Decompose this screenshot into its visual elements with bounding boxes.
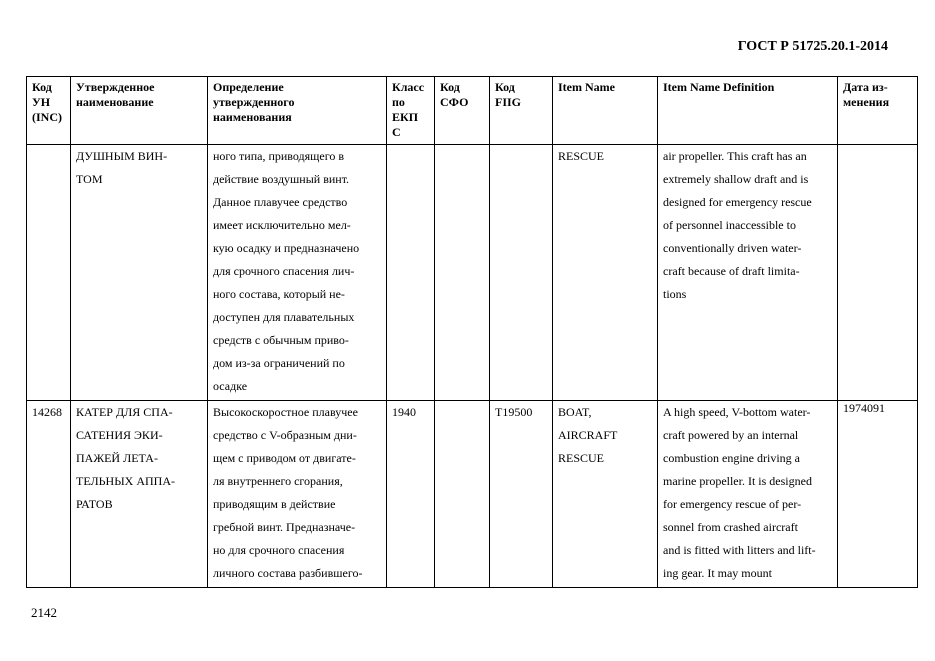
cell-text-line: of personnel inaccessible to bbox=[663, 218, 796, 232]
cell-text-line: ТОМ bbox=[76, 172, 103, 186]
cell-definition bbox=[208, 145, 387, 401]
cell-text-line: гребной винт. Предназначе- bbox=[213, 520, 356, 534]
cell-text-line: доступен для плавательных bbox=[213, 310, 355, 324]
header-sfo-code bbox=[435, 77, 490, 145]
cell-text-line: действие воздушный винт. bbox=[213, 172, 350, 186]
cell-text-line: осадке bbox=[213, 379, 248, 393]
cell-text-line: Определение bbox=[213, 80, 284, 94]
cell-text-line: приводящим в действие bbox=[213, 497, 336, 511]
header-inc bbox=[27, 77, 71, 145]
gost-table bbox=[26, 76, 918, 588]
cell-text-line: tions bbox=[663, 287, 687, 301]
cell-approved-name bbox=[71, 145, 208, 401]
cell-text-line: A high speed, V-bottom water- bbox=[663, 405, 811, 419]
cell-text-line: для срочного спасения лич- bbox=[213, 264, 355, 278]
cell-text-line: extremely shallow draft and is bbox=[663, 172, 809, 186]
cell-item-definition bbox=[658, 401, 838, 588]
cell-text-line: средство с V-образным дни- bbox=[213, 428, 357, 442]
cell-item-name bbox=[553, 401, 658, 588]
cell-text-line: наименование bbox=[76, 95, 154, 109]
cell-text-line: combustion engine driving a bbox=[663, 451, 800, 465]
cell-class bbox=[387, 401, 435, 588]
cell-text-line: Item Name bbox=[558, 80, 615, 94]
cell-text-line: Код bbox=[495, 80, 515, 94]
cell-text-line: ПАЖЕЙ ЛЕТА- bbox=[76, 451, 158, 465]
cell-text-line: щем с приводом от двигате- bbox=[213, 451, 356, 465]
cell-sfo bbox=[435, 145, 490, 401]
cell-approved-name bbox=[71, 401, 208, 588]
cell-text-line: for emergency rescue of per- bbox=[663, 497, 802, 511]
cell-text-line: RESCUE bbox=[558, 451, 605, 465]
cell-text-line: 1974091 bbox=[843, 401, 885, 415]
cell-text-line: РАТОВ bbox=[76, 497, 113, 511]
cell-text-line: ТЕЛЬНЫХ АППА- bbox=[76, 474, 175, 488]
cell-text-line: менения bbox=[843, 95, 890, 109]
cell-text-line: СФО bbox=[440, 95, 469, 109]
cell-fiig bbox=[490, 145, 553, 401]
cell-text-line: но для срочного спасения bbox=[213, 543, 345, 557]
cell-inc bbox=[27, 145, 71, 401]
cell-text-line: and is fitted with litters and lift- bbox=[663, 543, 816, 557]
cell-text-line: T19500 bbox=[495, 405, 533, 419]
cell-text-line: designed for emergency rescue bbox=[663, 195, 812, 209]
header-change-date bbox=[838, 77, 918, 145]
cell-text-line: FIIG bbox=[495, 95, 522, 109]
cell-fiig bbox=[490, 401, 553, 588]
cell-text-line: кую осадку и предназначено bbox=[213, 241, 360, 255]
cell-text-line: личного состава разбившего- bbox=[213, 566, 363, 580]
cell-text-line: УН bbox=[32, 95, 51, 109]
cell-text-line: craft powered by an internal bbox=[663, 428, 799, 442]
cell-text-line: air propeller. This craft has an bbox=[663, 149, 807, 163]
cell-text-line: Дата из- bbox=[843, 80, 888, 94]
page-number: 2142 bbox=[31, 605, 57, 620]
cell-change-date bbox=[838, 145, 918, 401]
cell-definition bbox=[208, 401, 387, 588]
cell-text-line: conventionally driven water- bbox=[663, 241, 802, 255]
cell-item-name bbox=[553, 145, 658, 401]
cell-text-line: Item Name Definition bbox=[663, 80, 775, 94]
header-definition bbox=[208, 77, 387, 145]
cell-text-line: sonnel from crashed aircraft bbox=[663, 520, 798, 534]
cell-text-line: САТЕНИЯ ЭКИ- bbox=[76, 428, 163, 442]
cell-text-line: КАТЕР ДЛЯ СПА- bbox=[76, 405, 173, 419]
cell-text-line: Утвержденное bbox=[76, 80, 155, 94]
header-fiig-code bbox=[490, 77, 553, 145]
cell-text-line: 1940 bbox=[392, 405, 416, 419]
cell-text-line: ля внутреннего сгорания, bbox=[213, 474, 343, 488]
cell-class bbox=[387, 145, 435, 401]
cell-text-line: BOAT, bbox=[558, 405, 592, 419]
cell-text-line: имеет исключительно мел- bbox=[213, 218, 351, 232]
cell-text-line: RESCUE bbox=[558, 149, 605, 163]
cell-text-line: Данное плавучее средство bbox=[213, 195, 348, 209]
cell-text-line: дом из-за ограничений по bbox=[213, 356, 345, 370]
cell-text-line: craft because of draft limita- bbox=[663, 264, 800, 278]
cell-sfo bbox=[435, 401, 490, 588]
table-row bbox=[27, 145, 918, 401]
document-header: ГОСТ Р 51725.20.1-2014 bbox=[737, 39, 888, 54]
cell-change-date bbox=[838, 401, 918, 588]
cell-text-line: ing gear. It may mount bbox=[663, 566, 772, 580]
cell-text-line: (INC) bbox=[32, 110, 62, 124]
table-header-row bbox=[27, 77, 918, 145]
cell-item-definition bbox=[658, 145, 838, 401]
cell-text-line: средств с обычным приво- bbox=[213, 333, 349, 347]
cell-inc bbox=[27, 401, 71, 588]
cell-text-line: Высокоскоростное плавучее bbox=[213, 405, 358, 419]
cell-text-line: ДУШНЫМ ВИН- bbox=[76, 149, 168, 163]
header-item-name bbox=[553, 77, 658, 145]
cell-text-line: AIRCRAFT bbox=[558, 428, 618, 442]
cell-text-line: по bbox=[392, 95, 405, 109]
cell-text-line: Класс bbox=[392, 80, 425, 94]
cell-text-line: наименования bbox=[213, 110, 292, 124]
cell-text-line: ного типа, приводящего в bbox=[213, 149, 345, 163]
cell-text-line: Код bbox=[440, 80, 460, 94]
header-item-name-definition bbox=[658, 77, 838, 145]
header-approved-name bbox=[71, 77, 208, 145]
cell-text-line: ного состава, который не- bbox=[213, 287, 345, 301]
cell-text-line: С bbox=[392, 125, 401, 139]
cell-text-line: ЕКП bbox=[392, 110, 419, 124]
table-row bbox=[27, 401, 918, 588]
cell-text-line: утвержденного bbox=[213, 95, 295, 109]
cell-text-line: marine propeller. It is designed bbox=[663, 474, 812, 488]
cell-text-line: Код bbox=[32, 80, 52, 94]
header-class bbox=[387, 77, 435, 145]
cell-text-line: 14268 bbox=[32, 405, 62, 419]
